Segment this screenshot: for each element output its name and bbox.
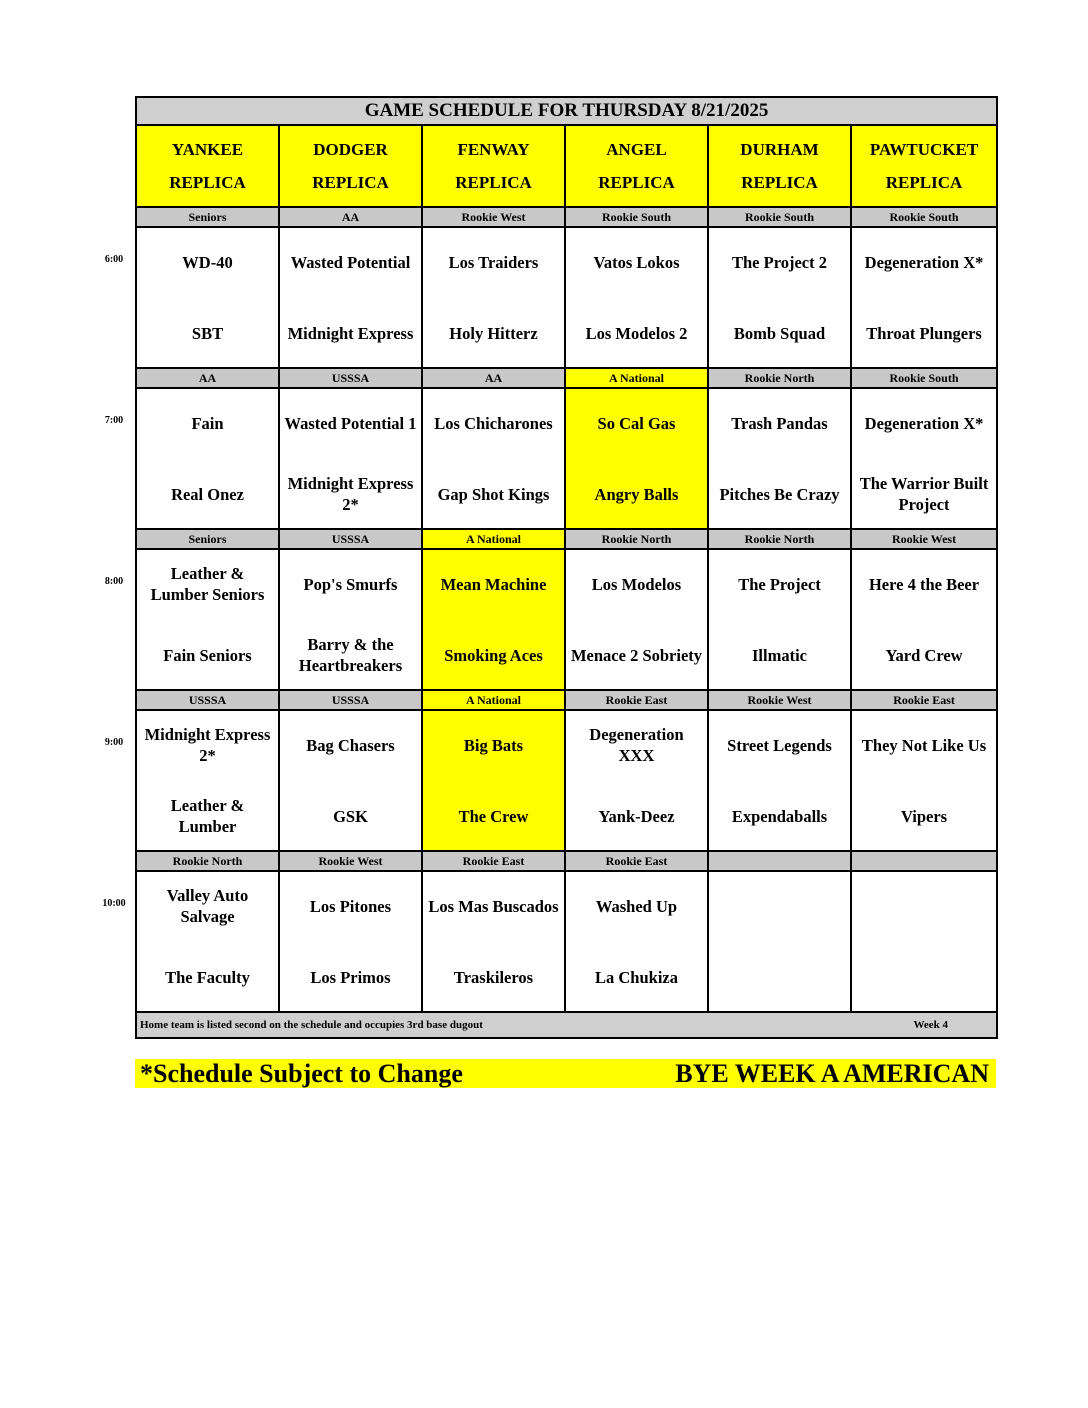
- division-label: Rookie West: [851, 529, 997, 549]
- home-team: Vipers: [900, 806, 948, 826]
- away-team: Mean Machine: [440, 574, 547, 594]
- field-header-fenway: [422, 125, 565, 207]
- home-team: Los Primos: [310, 967, 391, 987]
- division-label: Rookie South: [851, 207, 997, 227]
- game-cell: [565, 871, 708, 1012]
- division-label: Rookie West: [708, 690, 851, 710]
- game-cell: [279, 871, 422, 1012]
- week-label: Week 4: [913, 1019, 949, 1031]
- field-subtitle: REPLICA: [741, 173, 818, 192]
- home-team: Fain Seniors: [163, 645, 252, 665]
- bye-week-notice: BYE WEEK A AMERICAN: [675, 1059, 989, 1088]
- away-team: Los Traiders: [448, 252, 539, 272]
- away-team: Wasted Potential: [290, 252, 411, 272]
- away-team: Pop's Smurfs: [303, 574, 398, 594]
- field-name: DODGER: [313, 140, 388, 159]
- home-team: Bomb Squad: [733, 323, 826, 343]
- away-team: Trash Pandas: [731, 413, 828, 433]
- division-label: USSSA: [136, 690, 279, 710]
- away-team: Degeneration XXX: [589, 725, 684, 765]
- game-cell: [565, 388, 708, 529]
- schedule-disclaimer: *Schedule Subject to Change: [140, 1059, 463, 1088]
- field-header-row: [136, 125, 997, 207]
- home-team: La Chukiza: [595, 967, 678, 987]
- game-cell: [136, 549, 279, 690]
- division-row: [136, 529, 997, 549]
- footnote-row: [136, 1012, 997, 1038]
- home-team: Real Onez: [171, 484, 244, 504]
- home-team: Expendaballs: [731, 806, 828, 826]
- field-header-yankee: [136, 125, 279, 207]
- home-team: Gap Shot Kings: [437, 484, 550, 504]
- game-cell: [279, 227, 422, 368]
- game-cell: [708, 388, 851, 529]
- field-name: ANGEL: [606, 140, 667, 159]
- away-team: Midnight Express 2*: [144, 725, 271, 765]
- division-label: Rookie South: [565, 207, 708, 227]
- home-team: [854, 955, 994, 999]
- time-label: 9:00: [104, 737, 124, 748]
- division-label: Rookie North: [565, 529, 708, 549]
- division-label: USSSA: [279, 690, 422, 710]
- home-team: Throat Plungers: [866, 323, 982, 343]
- home-team: GSK: [333, 806, 368, 826]
- field-subtitle: REPLICA: [455, 173, 532, 192]
- division-label: Rookie North: [708, 529, 851, 549]
- away-team: Vatos Lokos: [593, 252, 680, 272]
- home-team: [711, 955, 848, 999]
- home-team: Smoking Aces: [444, 645, 543, 665]
- game-cell: [422, 227, 565, 368]
- home-team: Illmatic: [752, 645, 807, 665]
- away-team: Degeneration X*: [864, 413, 984, 433]
- division-label: Seniors: [136, 529, 279, 549]
- game-row: [136, 549, 997, 690]
- away-team: Here 4 the Beer: [868, 574, 980, 594]
- game-cell: [851, 710, 997, 851]
- division-label: A National: [565, 368, 708, 388]
- game-row: [136, 871, 997, 1012]
- away-team: Los Chicharones: [434, 413, 553, 433]
- game-cell: [279, 710, 422, 851]
- game-cell: [708, 227, 851, 368]
- away-team: Los Mas Buscados: [428, 896, 559, 916]
- division-label: USSSA: [279, 368, 422, 388]
- division-label: Rookie East: [565, 851, 708, 871]
- division-label: Rookie West: [279, 851, 422, 871]
- field-header-dodger: [279, 125, 422, 207]
- field-header-angel: [565, 125, 708, 207]
- home-team: Yard Crew: [885, 645, 963, 665]
- division-row: [136, 690, 997, 710]
- away-team: Los Pitones: [309, 896, 392, 916]
- home-team: Yank-Deez: [598, 806, 675, 826]
- division-row: [136, 207, 997, 227]
- home-team-note: Home team is listed second on the schedule and occupies 3rd base dugout: [140, 1019, 483, 1031]
- game-cell: [279, 549, 422, 690]
- division-label: AA: [279, 207, 422, 227]
- game-cell: [136, 871, 279, 1012]
- time-label: 8:00: [104, 576, 124, 587]
- game-cell: [422, 710, 565, 851]
- home-team: The Crew: [458, 806, 529, 826]
- bottom-banner: [135, 1059, 996, 1088]
- home-team: Menace 2 Sobriety: [570, 645, 703, 665]
- game-cell: [708, 710, 851, 851]
- home-team: Pitches Be Crazy: [719, 484, 840, 504]
- field-name: YANKEE: [171, 140, 244, 159]
- away-team: [854, 884, 994, 928]
- game-cell: [422, 549, 565, 690]
- away-team: Valley Auto Salvage: [166, 886, 249, 926]
- time-label: 10:00: [102, 898, 126, 909]
- division-label: A National: [422, 690, 565, 710]
- field-name: DURHAM: [740, 140, 819, 159]
- game-cell: [422, 871, 565, 1012]
- division-label: Rookie East: [565, 690, 708, 710]
- home-team: Angry Balls: [594, 484, 679, 504]
- away-team: Los Modelos: [591, 574, 682, 594]
- division-label: Rookie East: [851, 690, 997, 710]
- game-cell: [708, 549, 851, 690]
- home-team: Holy Hitterz: [449, 323, 538, 343]
- division-label: [708, 851, 851, 871]
- away-team: Degeneration X*: [864, 252, 984, 272]
- division-row: [136, 368, 997, 388]
- division-label: Seniors: [136, 207, 279, 227]
- field-subtitle: REPLICA: [312, 173, 389, 192]
- field-subtitle: REPLICA: [169, 173, 246, 192]
- division-label: Rookie North: [136, 851, 279, 871]
- game-cell: [565, 710, 708, 851]
- home-team: Leather & Lumber: [170, 796, 245, 836]
- game-cell: [136, 710, 279, 851]
- away-team: The Project: [738, 574, 821, 594]
- field-header-pawtucket: [851, 125, 997, 207]
- division-label: Rookie South: [851, 368, 997, 388]
- away-team: Big Bats: [463, 735, 524, 755]
- schedule-table: [135, 96, 996, 1039]
- away-team: [711, 884, 848, 928]
- home-team: Midnight Express 2*: [287, 474, 414, 514]
- division-label: Rookie North: [708, 368, 851, 388]
- division-label: Rookie West: [422, 207, 565, 227]
- away-team: The Project 2: [732, 252, 827, 272]
- division-label: Rookie South: [708, 207, 851, 227]
- home-team: The Faculty: [165, 967, 250, 987]
- away-team: Washed Up: [595, 896, 678, 916]
- field-name: FENWAY: [457, 140, 530, 159]
- game-cell: [279, 388, 422, 529]
- division-label: [851, 851, 997, 871]
- game-row: [136, 227, 997, 368]
- game-cell: [708, 871, 851, 1012]
- game-cell: [565, 549, 708, 690]
- home-team: Barry & the Heartbreakers: [298, 635, 403, 675]
- home-team: Los Modelos 2: [585, 323, 688, 343]
- home-team: Midnight Express: [287, 323, 414, 343]
- away-team: Leather & Lumber Seniors: [150, 564, 265, 604]
- field-name: PAWTUCKET: [869, 140, 979, 159]
- game-row: [136, 388, 997, 529]
- home-team: The Warrior Built Project: [859, 474, 989, 514]
- game-cell: [851, 388, 997, 529]
- time-label: 6:00: [104, 254, 124, 265]
- home-team: Traskileros: [453, 967, 534, 987]
- game-row: [136, 710, 997, 851]
- division-label: A National: [422, 529, 565, 549]
- away-team: Wasted Potential 1: [284, 413, 417, 433]
- field-subtitle: REPLICA: [885, 173, 963, 192]
- field-header-durham: [708, 125, 851, 207]
- time-label: 7:00: [104, 415, 124, 426]
- division-label: AA: [136, 368, 279, 388]
- away-team: Street Legends: [727, 735, 832, 755]
- division-label: USSSA: [279, 529, 422, 549]
- away-team: So Cal Gas: [597, 413, 676, 433]
- division-label: Rookie East: [422, 851, 565, 871]
- game-cell: [136, 388, 279, 529]
- game-cell: [851, 227, 997, 368]
- away-team: WD-40: [182, 252, 233, 272]
- division-label: AA: [422, 368, 565, 388]
- home-team: SBT: [191, 323, 224, 343]
- game-cell: [851, 871, 997, 1012]
- away-team: They Not Like Us: [861, 735, 987, 755]
- game-cell: [565, 227, 708, 368]
- game-cell: [422, 388, 565, 529]
- away-team: Fain: [191, 413, 224, 433]
- game-cell: [136, 227, 279, 368]
- away-team: Bag Chasers: [306, 735, 395, 755]
- game-cell: [851, 549, 997, 690]
- schedule-title: GAME SCHEDULE FOR THURSDAY 8/21/2025: [136, 97, 997, 125]
- field-subtitle: REPLICA: [598, 173, 675, 192]
- division-row: [136, 851, 997, 871]
